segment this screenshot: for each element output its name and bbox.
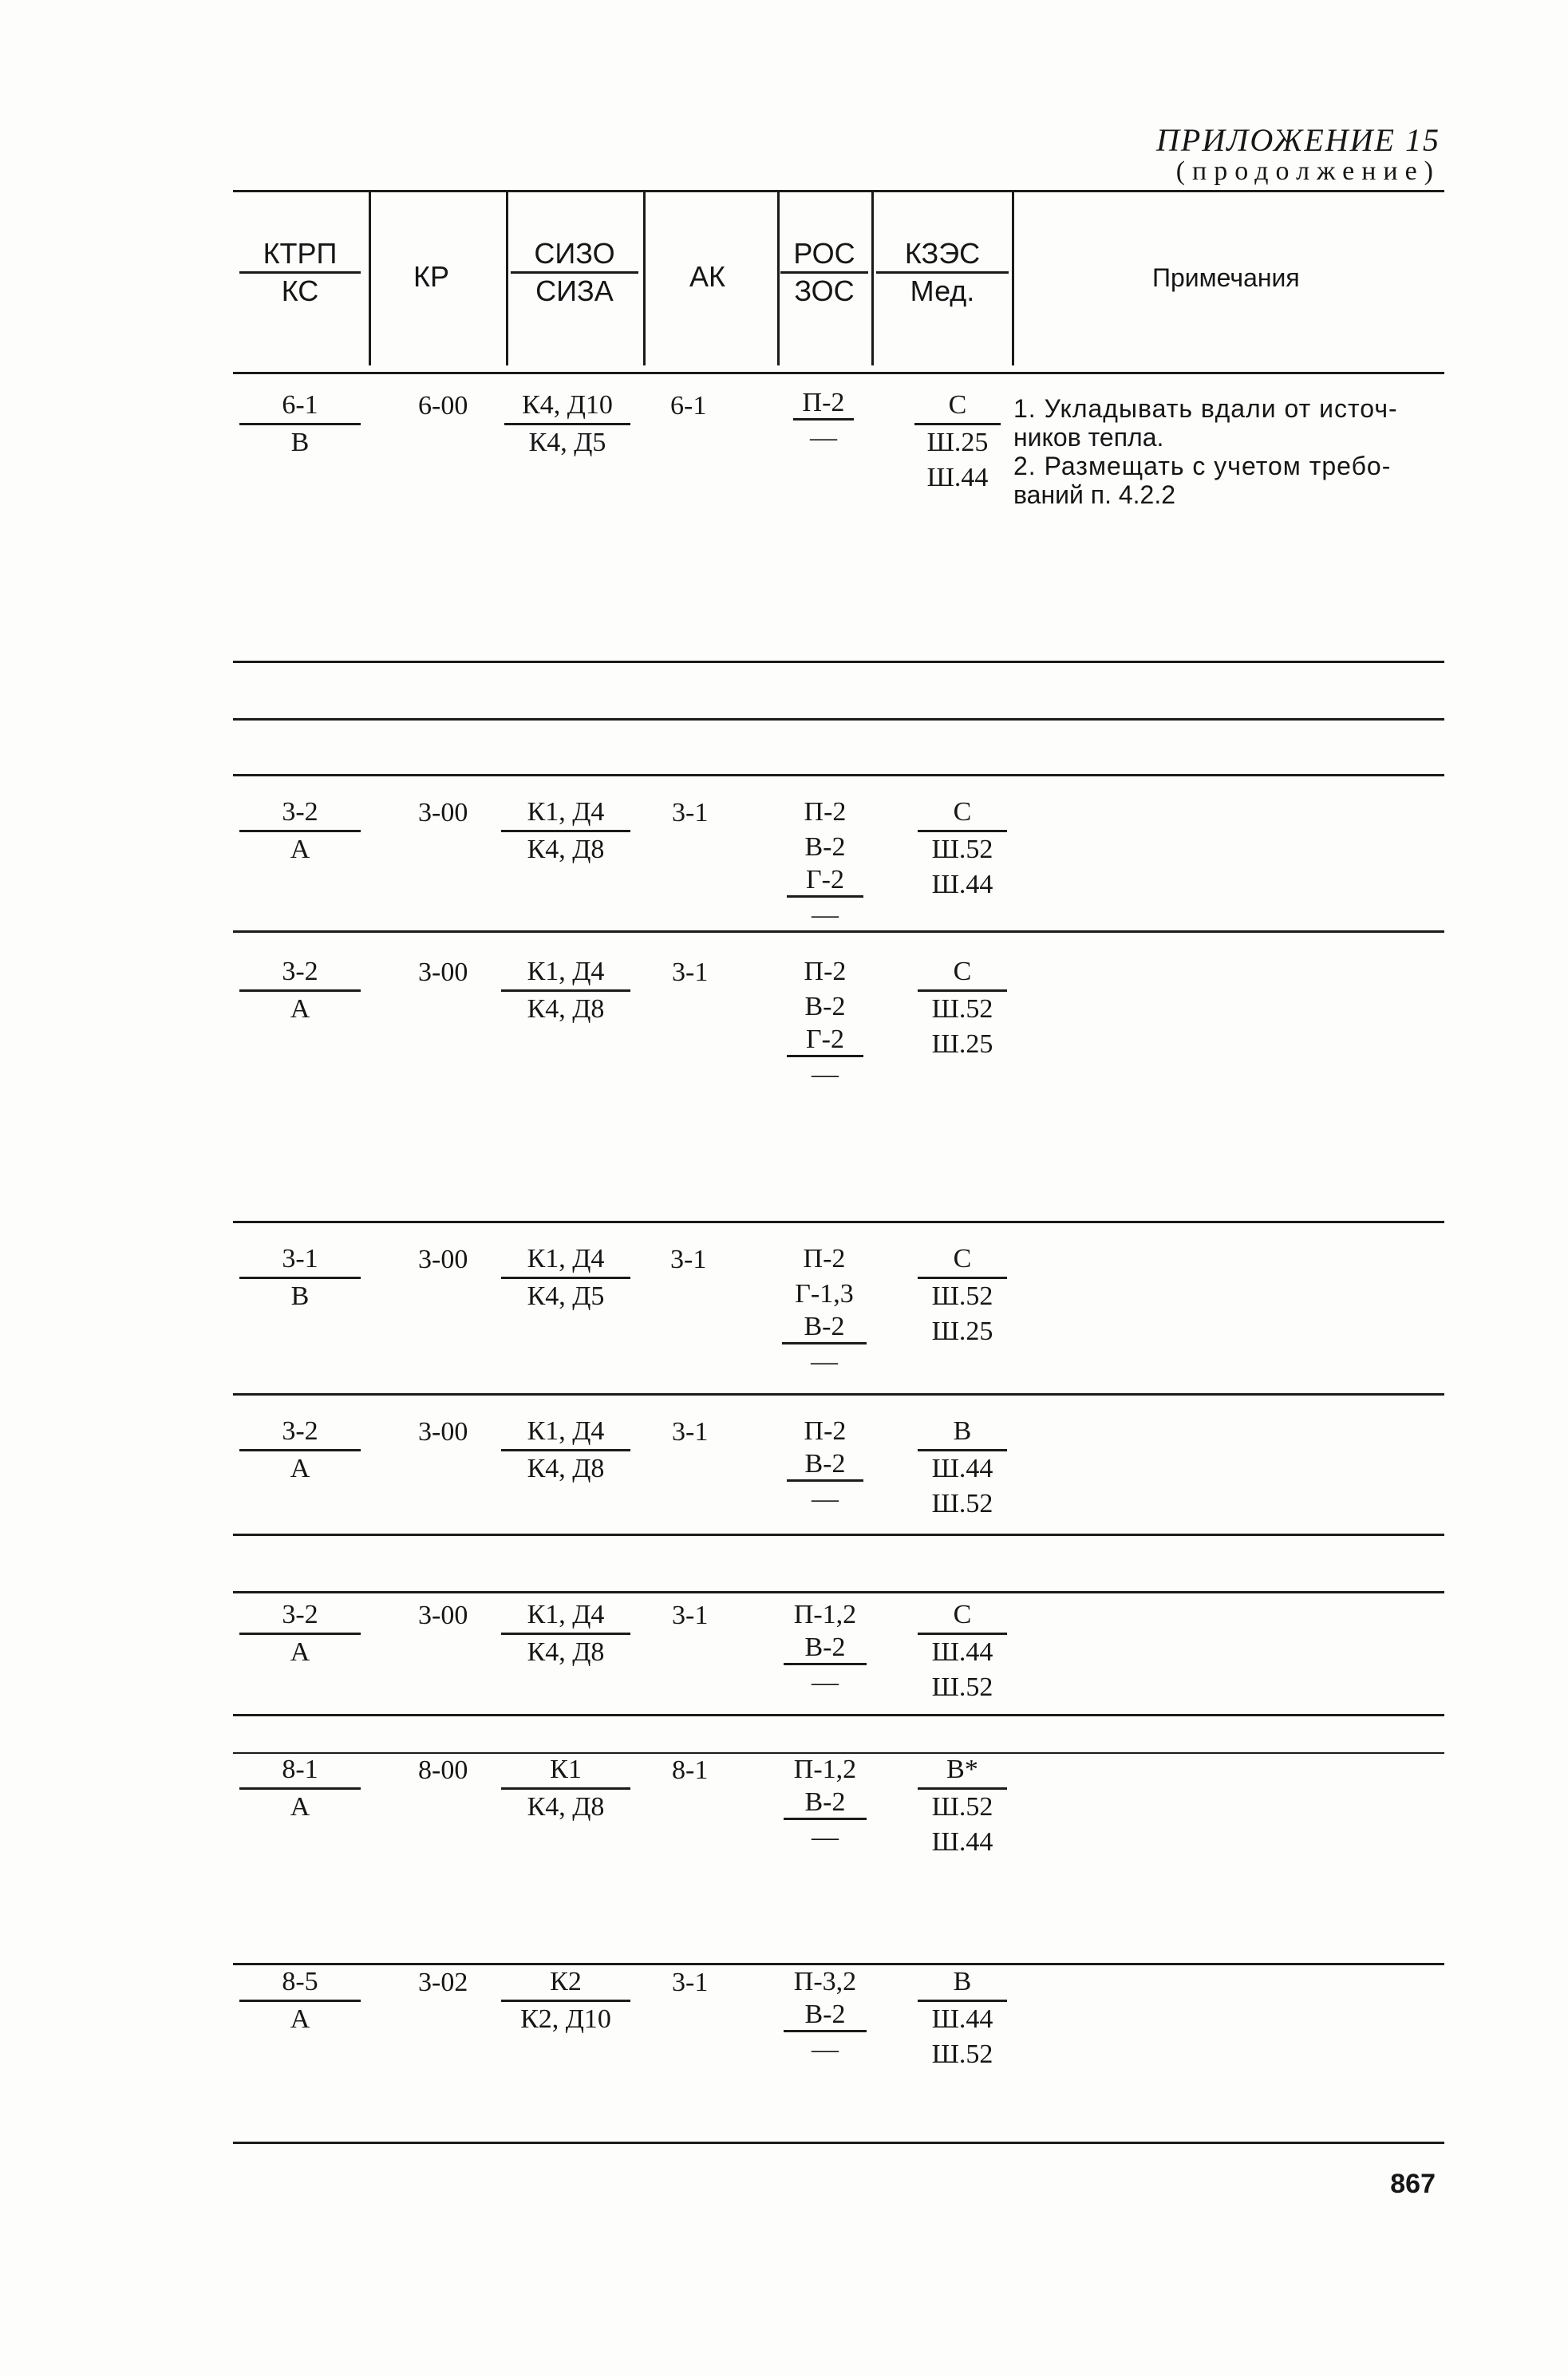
table-row-2-sizo: К1, Д4 (527, 957, 605, 986)
table-row-2-siza: К4, Д8 (527, 994, 605, 1024)
table-row-3-ks: В (290, 1281, 310, 1311)
rule-g (233, 1534, 1444, 1536)
table-row-6-med-1: Ш.44 (931, 1827, 993, 1857)
table-row-7-kzes: В (953, 1967, 972, 1996)
table-row-0-ros-0: П-2 (793, 388, 854, 421)
table-row-5-siza: К4, Д8 (527, 1637, 605, 1667)
table-row-5-kzes: С (953, 1600, 972, 1629)
rule-i (233, 1714, 1444, 1716)
header-kzes: КЗЭС (904, 237, 981, 270)
table-row-0-ks: В (290, 428, 310, 457)
table-row-1-med-1: Ш.44 (931, 870, 993, 899)
table-row-3-ros (782, 1242, 867, 1380)
table-row-6-ks: А (290, 1792, 310, 1822)
table-row-1-ktrp: 3-2 (282, 797, 318, 827)
table-row-7-ak: 3-1 (672, 1968, 709, 1997)
table-row-6-ros (784, 1752, 867, 1855)
table-row-0-ak: 6-1 (670, 391, 707, 421)
table-row-4-ros (787, 1414, 863, 1517)
table-row-2-ktrp: 3-2 (282, 957, 318, 986)
table-row-2-ak: 3-1 (672, 958, 709, 987)
table-row-3-med-1: Ш.25 (931, 1317, 993, 1346)
header-zos: ЗОС (794, 274, 855, 307)
table-row-6-siza: К4, Д8 (527, 1792, 605, 1822)
header-ks: КС (281, 274, 319, 307)
table-row-3-ros-3: — (811, 1347, 838, 1376)
header-ktrp: КТРП (263, 237, 338, 270)
table-row-5-ros (784, 1597, 867, 1700)
table-row-6-kzes: В* (946, 1755, 978, 1784)
table-row-5-med-1: Ш.52 (931, 1672, 993, 1702)
rule-b (233, 718, 1444, 721)
table-row-2-ros (787, 954, 863, 1092)
table-row-0-kr: 6-00 (418, 391, 468, 421)
table-row-1-ks: А (290, 835, 310, 864)
table-row-6-ktrp: 8-1 (282, 1755, 318, 1784)
table-row-2-med-1: Ш.25 (931, 1029, 993, 1059)
table-row-4-ak: 3-1 (672, 1417, 709, 1447)
table-row-6-sizo: К1 (550, 1755, 582, 1784)
rule-d (233, 930, 1444, 933)
table-row-0-note-0: 1. Укладывать вдали от источ- (1013, 394, 1398, 423)
table-row-6-ros-0: П-1,2 (793, 1755, 857, 1784)
header-ak: АК (689, 260, 725, 293)
col-sep-2 (506, 192, 508, 365)
table-row-5-ktrp: 3-2 (282, 1600, 318, 1629)
table-row-6-sizo-siza (501, 1752, 630, 1825)
rule-f (233, 1393, 1444, 1396)
table-row-1-ros (787, 795, 863, 933)
table-row-2-ros-3: — (812, 1060, 839, 1089)
table-row-7-ks: А (290, 2004, 310, 2034)
table-row-4-ktrp: 3-2 (282, 1416, 318, 1446)
table-row-0-kzes-med (914, 388, 1001, 496)
table-row-5-ks: А (290, 1637, 310, 1667)
table-row-0-med-0: Ш.25 (926, 428, 989, 457)
table-row-2-ks: А (290, 994, 310, 1024)
table-row-7-med-0: Ш.44 (931, 2004, 993, 2034)
table-row-1-kzes: С (953, 797, 972, 827)
table-row-3-sizo: К1, Д4 (527, 1244, 605, 1273)
table-row-0-note-2: 2. Размещать с учетом требо- (1013, 452, 1392, 480)
table-row-2-kzes: С (953, 957, 972, 986)
appendix-subtitle: (продолжение) (1175, 156, 1440, 186)
table-row-1-ros-3: — (812, 900, 839, 930)
header-sizo: СИЗО (534, 237, 615, 270)
table-row-3-med-0: Ш.52 (931, 1281, 993, 1311)
table-row-0-notes (1013, 394, 1398, 509)
col-sep-6 (1012, 192, 1014, 365)
table-row-4-kzes: В (953, 1416, 972, 1446)
table-row-7-siza: К2, Д10 (520, 2004, 611, 2034)
header-sizo-siza (511, 236, 638, 309)
table-row-5-sizo: К1, Д4 (527, 1600, 605, 1629)
table-row-6-ros-1: В-2 (784, 1787, 867, 1820)
table-row-7-ktrp: 8-5 (282, 1967, 318, 1996)
table-row-6-kzes-med (918, 1752, 1007, 1860)
table-row-2-ros-2: Г-2 (787, 1025, 863, 1057)
table-row-6-ktrp-ks (239, 1752, 361, 1825)
table-row-2-ros-0: П-2 (804, 957, 847, 986)
table-row-7-sizo-siza (501, 1964, 630, 2037)
col-sep-4 (777, 192, 780, 365)
table-row-3-siza: К4, Д5 (527, 1281, 605, 1311)
table-row-0-ros-1: — (810, 423, 837, 452)
table-row-0-med-1: Ш.44 (926, 463, 989, 492)
table-row-2-kr: 3-00 (418, 958, 468, 987)
table-row-3-ak: 3-1 (670, 1245, 707, 1274)
table-row-4-kr: 3-00 (418, 1417, 468, 1447)
table-row-5-ktrp-ks (239, 1597, 361, 1670)
rule-c (233, 774, 1444, 776)
table-row-5-kzes-med (918, 1597, 1007, 1705)
table-row-4-kzes-med (918, 1414, 1007, 1522)
table-row-1-ak: 3-1 (672, 798, 709, 827)
table-row-3-ktrp: 3-1 (282, 1244, 318, 1273)
col-sep-3 (643, 192, 646, 365)
table-row-1-sizo-siza (501, 795, 630, 867)
header-top-rule (233, 190, 1444, 192)
header-bottom-rule (233, 372, 1444, 374)
table-row-4-ros-1: В-2 (787, 1449, 863, 1482)
table-row-5-ros-1: В-2 (784, 1633, 867, 1665)
table-row-0-sizo: К4, Д10 (522, 390, 613, 420)
table-row-1-sizo: К1, Д4 (527, 797, 605, 827)
table-row-4-ros-0: П-2 (804, 1416, 847, 1446)
header-notes: Примечания (1152, 263, 1300, 292)
header-kzes-med (876, 236, 1009, 309)
table-row-7-ros-1: В-2 (784, 2000, 867, 2032)
table-row-0-ktrp: 6-1 (282, 390, 318, 420)
table-row-0-siza: К4, Д5 (528, 428, 606, 457)
header-ros: РОС (793, 237, 855, 270)
table-row-4-sizo-siza (501, 1414, 630, 1487)
table-row-3-kr: 3-00 (418, 1245, 468, 1274)
table-row-1-ktrp-ks (239, 795, 361, 867)
table-row-2-ktrp-ks (239, 954, 361, 1027)
table-row-2-sizo-siza (501, 954, 630, 1027)
table-row-3-sizo-siza (501, 1242, 630, 1314)
appendix-title: ПРИЛОЖЕНИЕ 15 (1156, 122, 1440, 158)
table-row-1-ros-2: Г-2 (787, 865, 863, 898)
table-row-7-ktrp-ks (239, 1964, 361, 2037)
table-row-3-kzes: С (953, 1244, 972, 1273)
header-kr: КР (413, 260, 449, 293)
header-med: Мед. (910, 274, 975, 307)
table-row-1-siza: К4, Д8 (527, 835, 605, 864)
rule-e (233, 1221, 1444, 1223)
col-sep-5 (871, 192, 874, 365)
table-row-0-note-3: ваний п. 4.2.2 (1013, 480, 1176, 509)
table-row-4-med-1: Ш.52 (931, 1489, 993, 1518)
table-row-7-kzes-med (918, 1964, 1007, 2072)
table-row-1-kzes-med (918, 795, 1007, 902)
table-row-2-ros-1: В-2 (804, 992, 846, 1021)
table-row-5-ros-0: П-1,2 (793, 1600, 857, 1629)
table-row-4-ks: А (290, 1454, 310, 1483)
table-row-0-ktrp-ks (239, 388, 361, 460)
table-row-5-med-0: Ш.44 (931, 1637, 993, 1667)
table-row-5-ros-2: — (812, 1668, 839, 1697)
table-row-1-ros-0: П-2 (804, 797, 847, 827)
table-row-7-ros (784, 1964, 867, 2067)
rule-h (233, 1591, 1444, 1593)
table-row-6-ak: 8-1 (672, 1755, 709, 1785)
table-row-7-med-1: Ш.52 (931, 2039, 993, 2069)
table-row-0-kzes: С (948, 390, 967, 420)
page-number: 867 (1390, 2169, 1436, 2199)
header-ktrp-ks (239, 236, 361, 309)
col-sep-1 (369, 192, 371, 365)
table-row-4-med-0: Ш.44 (931, 1454, 993, 1483)
table-row-1-ros-1: В-2 (804, 832, 846, 862)
table-row-5-ak: 3-1 (672, 1601, 709, 1630)
table-row-7-kr: 3-02 (418, 1968, 468, 1997)
table-row-6-kr: 8-00 (418, 1755, 468, 1785)
table-row-7-sizo: К2 (550, 1967, 582, 1996)
table-row-7-ros-0: П-3,2 (793, 1967, 857, 1996)
table-row-1-med-0: Ш.52 (931, 835, 993, 864)
table-row-4-sizo: К1, Д4 (527, 1416, 605, 1446)
table-row-0-sizo-siza (504, 388, 630, 460)
table-row-6-med-0: Ш.52 (931, 1792, 993, 1822)
table-row-3-ros-0: П-2 (803, 1244, 846, 1273)
table-row-7-ros-2: — (812, 2035, 839, 2064)
table-row-3-ros-2: В-2 (782, 1312, 867, 1344)
table-row-5-sizo-siza (501, 1597, 630, 1670)
table-row-2-med-0: Ш.52 (931, 994, 993, 1024)
table-row-0-note-1: ников тепла. (1013, 423, 1164, 452)
rule-a (233, 661, 1444, 663)
table-row-4-siza: К4, Д8 (527, 1454, 605, 1483)
table-row-6-ros-2: — (812, 1822, 839, 1852)
table-row-3-ros-1: Г-1,3 (795, 1279, 854, 1309)
table-row-0-ros (793, 388, 854, 456)
table-row-3-ktrp-ks (239, 1242, 361, 1314)
table-row-2-kzes-med (918, 954, 1007, 1062)
header-siza: СИЗА (535, 274, 614, 307)
table-bottom-rule (233, 2142, 1444, 2144)
table-row-4-ros-2: — (812, 1484, 839, 1514)
header-ros-zos (780, 236, 868, 309)
table-row-1-kr: 3-00 (418, 798, 468, 827)
table-row-4-ktrp-ks (239, 1414, 361, 1487)
table-row-5-kr: 3-00 (418, 1601, 468, 1630)
table-row-3-kzes-med (918, 1242, 1007, 1349)
